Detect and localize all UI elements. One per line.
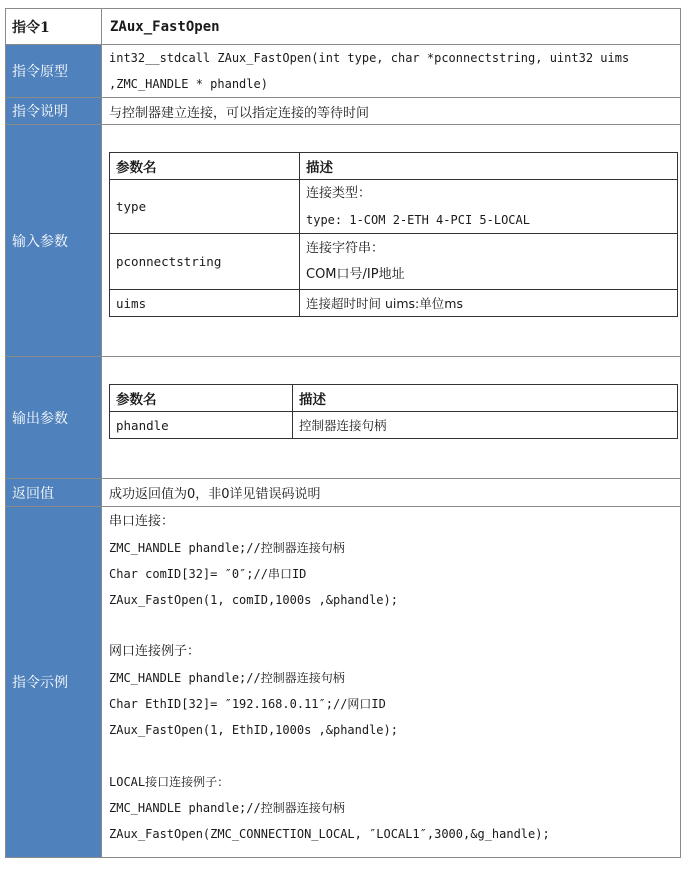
param-name: type — [110, 180, 300, 234]
output-params-label: 输出参数 — [6, 357, 102, 479]
input-col-desc: 描述 — [300, 153, 678, 180]
prototype-row — [6, 45, 681, 98]
function-name: ZAux_FastOpen — [102, 9, 681, 45]
example-line: ZAux_FastOpen(ZMC_CONNECTION_LOCAL, ″LOCAL1″,3000,&g_handle); — [109, 827, 550, 841]
example-label: 指令示例 — [6, 507, 102, 858]
param-desc: 控制器连接句柄 — [293, 412, 678, 439]
output-params-cell — [102, 357, 681, 479]
param-desc-line: 连接类型： — [306, 185, 372, 201]
param-desc: 连接超时时间 uims:单位ms — [300, 290, 678, 317]
param-desc-line: type: 1-COM 2-ETH 4-PCI 5-LOCAL — [306, 212, 530, 227]
example-line: ZAux_FastOpen(1, comID,1000s ,&phandle); — [109, 593, 398, 607]
param-desc-line: 连接字符串： — [306, 240, 385, 256]
output-col-name: 参数名 — [110, 385, 293, 412]
prototype-text — [102, 45, 681, 98]
example-line: 网口连接例子： — [109, 644, 201, 659]
header-label: 指令1 — [6, 9, 102, 45]
input-col-name: 参数名 — [110, 153, 300, 180]
prototype-line-1: int32__stdcall ZAux_FastOpen(int type, char *pconnectstring, uint32 uims — [109, 51, 630, 65]
api-doc-table — [5, 8, 681, 858]
example-line: 串口连接： — [109, 514, 175, 529]
example-line: LOCAL接口连接例子： — [109, 775, 230, 789]
param-desc-line: COM口号/IP地址 — [306, 266, 405, 282]
header-row — [6, 9, 681, 45]
return-label: 返回值 — [6, 479, 102, 507]
input-params-table — [109, 152, 678, 317]
description-label: 指令说明 — [6, 98, 102, 125]
input-params-row — [6, 125, 681, 357]
param-name: phandle — [110, 412, 293, 439]
output-params-header — [110, 385, 678, 412]
example-line — [109, 613, 680, 639]
param-desc — [300, 234, 678, 290]
input-params-label: 输入参数 — [6, 125, 102, 357]
prototype-line-2: ,ZMC_HANDLE * phandle) — [109, 77, 268, 91]
example-line: ZMC_HANDLE phandle;//控制器连接句柄 — [109, 541, 345, 555]
description-row — [6, 98, 681, 125]
table-row — [110, 290, 678, 317]
return-row — [6, 479, 681, 507]
return-text: 成功返回值为0，非0详见错误码说明 — [102, 479, 681, 507]
table-row — [110, 412, 678, 439]
input-params-header — [110, 153, 678, 180]
param-name: pconnectstring — [110, 234, 300, 290]
example-line — [109, 743, 680, 769]
table-row — [110, 180, 678, 234]
output-col-desc: 描述 — [293, 385, 678, 412]
example-line: ZMC_HANDLE phandle;//控制器连接句柄 — [109, 671, 345, 685]
output-params-table — [109, 384, 678, 439]
param-desc — [300, 180, 678, 234]
output-params-row — [6, 357, 681, 479]
example-line: ZAux_FastOpen(1, EthID,1000s ,&phandle); — [109, 723, 398, 737]
description-text: 与控制器建立连接，可以指定连接的等待时间 — [102, 98, 681, 125]
example-code — [102, 507, 681, 858]
input-params-cell — [102, 125, 681, 357]
table-row — [110, 234, 678, 290]
example-line: Char comID[32]= ″0″;//串口ID — [109, 567, 307, 581]
param-name: uims — [110, 290, 300, 317]
example-row — [6, 507, 681, 858]
prototype-label: 指令原型 — [6, 45, 102, 98]
example-line: ZMC_HANDLE phandle;//控制器连接句柄 — [109, 801, 345, 815]
example-line: Char EthID[32]= ″192.168.0.11″;//网口ID — [109, 697, 386, 711]
